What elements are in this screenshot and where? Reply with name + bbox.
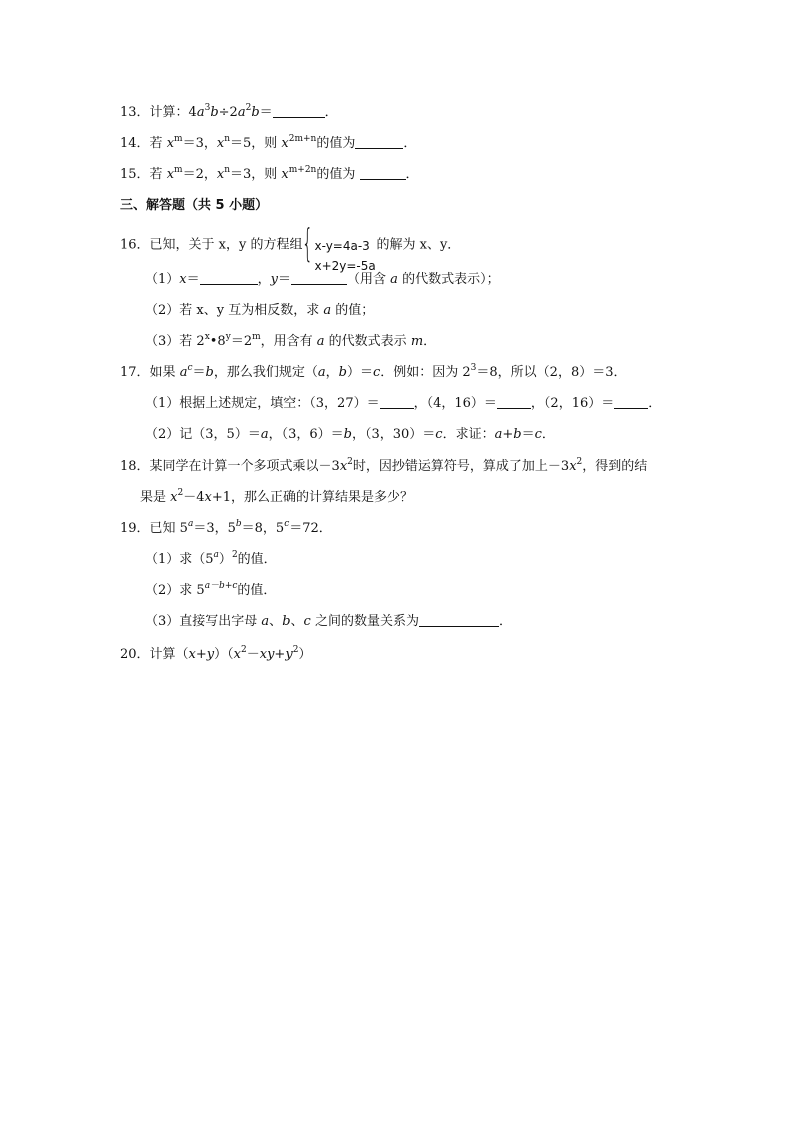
q13-var: b: [210, 105, 219, 120]
q17-var: a: [260, 427, 269, 442]
answer-blank[interactable]: [419, 613, 499, 627]
q15-text: ．: [405, 167, 419, 182]
q17-var: c: [435, 427, 443, 442]
question-18: [120, 458, 647, 476]
question-20: [120, 646, 311, 664]
q14-text: ＝3，: [182, 136, 217, 151]
q16-text: •8: [209, 334, 226, 349]
q16-text: ，: [257, 272, 271, 287]
q17-var: b: [343, 427, 352, 442]
q19-text: 之间的数量关系为: [310, 614, 419, 629]
q17-text: ＝8，所以（2，8）＝3．: [476, 365, 627, 380]
question-14: [120, 135, 416, 153]
q19-text: 的值．: [237, 552, 277, 567]
q16-exp: y: [225, 332, 231, 342]
q14-exp: 2m+n: [288, 134, 317, 144]
answer-blank[interactable]: [614, 395, 648, 409]
question-16-part-3: [145, 333, 436, 351]
q19-text: ＝72．: [289, 521, 332, 536]
q16-var: m: [410, 334, 424, 349]
q19-text: 、: [290, 614, 304, 629]
q20-var: y: [285, 647, 293, 662]
q19-exp: 2: [231, 550, 238, 560]
q18-var: x: [204, 490, 212, 505]
q19-text: ＝8，5: [241, 521, 285, 536]
q17-text: ．: [648, 396, 662, 411]
q15-var: x: [166, 167, 175, 182]
q19-exp: c: [284, 519, 290, 529]
q15-text: ＝3，则: [230, 167, 282, 182]
q16-var: x: [179, 272, 187, 287]
question-19: [120, 520, 332, 538]
q19-exp: a: [213, 550, 219, 560]
q17-text: ，: [325, 365, 339, 380]
q13-var: b: [251, 105, 260, 120]
q13-text: ．: [324, 105, 338, 120]
q19-text: 19．已知 5: [120, 521, 188, 536]
answer-blank[interactable]: [360, 166, 406, 180]
question-17-part-2: [145, 426, 555, 444]
q14-var: x: [166, 136, 175, 151]
q17-var: a: [179, 365, 188, 380]
q17-text: ，（3，6）＝: [268, 427, 344, 442]
q19-text: ＝3，5: [193, 521, 236, 536]
answer-blank[interactable]: [291, 271, 347, 285]
answer-blank[interactable]: [200, 271, 258, 285]
q16-text: ＝: [186, 272, 200, 287]
q19-var: a: [261, 614, 270, 629]
q15-var: x: [216, 167, 225, 182]
q13-var: a: [196, 105, 205, 120]
q17-text: ）＝: [346, 365, 373, 380]
q17-text: （2）记（3，5）＝: [145, 427, 261, 442]
q18-exp: 2: [576, 457, 583, 467]
q17-var: a+b: [494, 427, 522, 442]
q16-text: ＝2: [230, 334, 253, 349]
q17-text: ，（4，16）＝: [413, 396, 497, 411]
q20-text: +: [274, 647, 286, 662]
q19-exp: b: [235, 519, 242, 529]
q18-var: x: [170, 490, 178, 505]
question-19-part-1: [145, 551, 277, 569]
q17-text: ，那么我们规定（: [213, 365, 318, 380]
question-16: [120, 221, 461, 273]
q19-text: ．: [498, 614, 512, 629]
answer-blank[interactable]: [273, 104, 325, 118]
q14-text: 的值为: [316, 136, 356, 151]
q15-exp: n: [224, 165, 230, 175]
q19-text: 、: [269, 614, 283, 629]
q13-exp: 2: [245, 103, 252, 113]
q17-text: （1）根据上述规定，填空：（3，27）＝: [145, 396, 380, 411]
q16-text: （3）若 2: [145, 334, 205, 349]
q19-text: ）: [218, 552, 232, 567]
q17-text: ．: [541, 427, 555, 442]
q13-text: ÷2: [218, 105, 238, 120]
q16-var: a: [323, 303, 332, 318]
q18-var: x: [339, 459, 348, 474]
q17-text: ．求证：: [442, 427, 495, 442]
question-19-part-2: [145, 582, 276, 600]
q16-text: 16．已知，关于 x，y 的方程组: [120, 237, 303, 253]
equation-system: [302, 221, 376, 273]
q15-exp: m: [174, 165, 183, 175]
q20-text: ）: [298, 647, 312, 662]
q20-var: xy: [259, 647, 275, 662]
q17-text: ，（3，30）＝: [351, 427, 436, 442]
q18-text: 果是: [140, 490, 171, 505]
question-15: [120, 166, 419, 184]
q13-text: ＝: [259, 105, 273, 120]
q17-exp: 3: [470, 363, 477, 373]
q15-text: ＝2，: [182, 167, 217, 182]
question-16-part-1: [145, 271, 500, 289]
q17-var: b: [205, 365, 214, 380]
question-17: [120, 364, 627, 382]
q18-exp: 2: [177, 488, 184, 498]
q16-text: ．: [423, 334, 437, 349]
q16-text: （1）: [145, 272, 180, 287]
q17-text: ＝: [192, 365, 206, 380]
q16-var: a: [390, 272, 398, 287]
q16-text: （2）若 x、y 互为相反数，求: [145, 303, 324, 318]
question-19-part-3: [145, 613, 512, 631]
q18-text: ，得到的结: [582, 459, 648, 474]
q20-exp: 2: [240, 645, 247, 655]
q16-text: 的代数式表示）；: [397, 272, 500, 287]
q16-exp: m: [252, 332, 261, 342]
q20-text: ）（: [214, 647, 234, 662]
q13-var: a: [237, 105, 246, 120]
q19-var: b: [282, 614, 291, 629]
q19-exp: a－b+c: [204, 581, 238, 591]
q19-text: （1）求（5: [145, 552, 214, 567]
q18-text: 时，因抄错运算符号，算成了加上－3: [352, 459, 570, 474]
q19-text: （3）直接写出字母: [145, 614, 262, 629]
q14-text: ＝5，则: [230, 136, 282, 151]
section-heading: 三、解答题（共 5 小题）: [120, 198, 269, 213]
question-13: [120, 104, 338, 122]
q14-var: x: [281, 136, 289, 151]
q17-text: 17．如果: [120, 365, 180, 380]
q13-text: 13．计算：4: [120, 105, 197, 120]
q20-var: x+y: [188, 647, 215, 662]
q15-var: x: [281, 167, 289, 182]
q16-var: a: [316, 334, 325, 349]
q18-var: x: [569, 459, 577, 474]
q14-var: x: [216, 136, 225, 151]
q19-text: （2）求 5: [145, 583, 205, 598]
q16-var: y: [270, 272, 279, 287]
q14-text: 14．若: [120, 136, 167, 151]
q20-exp: 2: [292, 645, 299, 655]
q17-text: ．例如：因为 2: [380, 365, 471, 380]
q18-text: －4: [183, 490, 205, 505]
q15-text: 的值为: [316, 167, 360, 182]
q19-var: c: [303, 614, 311, 629]
q20-text: －: [246, 647, 260, 662]
answer-blank[interactable]: [380, 395, 414, 409]
q17-var: a: [317, 365, 326, 380]
q14-exp: m: [174, 134, 183, 144]
q17-text: ，（2，16）＝: [530, 396, 615, 411]
q16-text: 的解为 x、y．: [376, 237, 461, 253]
equation-1: x-y=4a-3: [314, 239, 370, 253]
q15-exp: m+2n: [288, 165, 317, 175]
q17-exp: c: [187, 363, 193, 373]
q17-text: ＝: [521, 427, 535, 442]
question-16-part-2: [145, 302, 374, 320]
q16-text: 的值；: [331, 303, 375, 318]
q20-var: x: [233, 647, 241, 662]
q17-var: c: [372, 365, 381, 380]
q16-text: 的代数式表示: [324, 334, 411, 349]
q16-text: ＝: [278, 272, 292, 287]
q13-exp: 3: [204, 103, 211, 113]
answer-blank[interactable]: [497, 395, 531, 409]
q14-text: ．: [403, 136, 417, 151]
q18-text: +1，那么正确的计算结果是多少？: [211, 490, 414, 505]
q18-text: 18．某同学在计算一个多项式乘以－3: [120, 459, 340, 474]
question-18-continued: [140, 489, 413, 507]
question-17-part-1: [145, 395, 661, 413]
q16-text: ，用含有: [260, 334, 317, 349]
q19-text: 的值．: [237, 583, 277, 598]
q14-exp: n: [224, 134, 230, 144]
q19-exp: a: [187, 519, 194, 529]
brace-icon: {: [302, 221, 314, 265]
q16-text: （用含: [347, 272, 391, 287]
q15-text: 15．若: [120, 167, 167, 182]
answer-blank[interactable]: [355, 135, 403, 149]
q18-exp: 2: [347, 457, 353, 467]
q17-var: c: [534, 427, 542, 442]
equation-2: x+2y=-5a: [314, 259, 376, 273]
q17-var: b: [338, 365, 347, 380]
q16-exp: x: [204, 332, 210, 342]
q20-text: 20．计算（: [120, 647, 189, 662]
